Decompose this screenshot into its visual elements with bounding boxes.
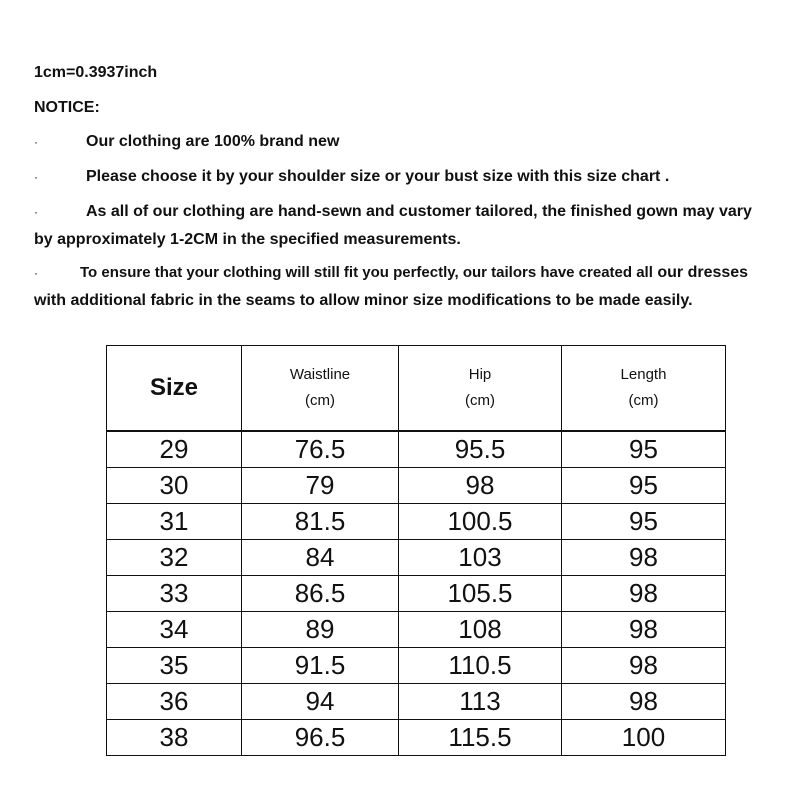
cell-waist: 94	[242, 684, 399, 720]
cell-waist: 86.5	[242, 576, 399, 612]
notice-line-3	[34, 198, 774, 254]
header-length-unit: (cm)	[628, 392, 659, 409]
cell-length: 98	[562, 612, 726, 648]
cell-hip: 98	[399, 468, 562, 504]
cell-hip: 105.5	[399, 576, 562, 612]
header-size: Size	[107, 346, 242, 432]
cell-hip: 110.5	[399, 648, 562, 684]
header-hip-label: Hip	[468, 366, 492, 383]
cell-hip: 113	[399, 684, 562, 720]
header-length-label: Length	[620, 366, 667, 383]
cell-size: 38	[107, 720, 242, 756]
notice-line-1	[34, 128, 774, 156]
cell-hip: 115.5	[399, 720, 562, 756]
cell-waist: 79	[242, 468, 399, 504]
bullet-3: ·	[34, 205, 38, 219]
cell-waist: 96.5	[242, 720, 399, 756]
cell-size: 36	[107, 684, 242, 720]
cell-size: 33	[107, 576, 242, 612]
table-row	[107, 648, 726, 684]
cell-length: 95	[562, 468, 726, 504]
cell-size: 31	[107, 504, 242, 540]
cell-length: 98	[562, 684, 726, 720]
cell-length: 95	[562, 504, 726, 540]
bullet-4: ·	[34, 266, 38, 280]
notice-line-4b-text: our dresses with additional fabric in the seams to allow minor size modifications to be made easily.	[34, 264, 749, 309]
cell-size: 29	[107, 431, 242, 468]
table-row	[107, 504, 726, 540]
notice-line-2	[34, 163, 774, 191]
notice-title: NOTICE:	[34, 99, 100, 116]
cell-size: 32	[107, 540, 242, 576]
notice-line-3-text: As all of our clothing are hand-sewn and customer tailored, the finished gown may vary by approximately 1-2CM in the specified measurements.	[34, 203, 752, 248]
bullet-2: ·	[34, 170, 38, 184]
size-chart-table	[106, 345, 726, 756]
header-hip	[399, 346, 562, 432]
cell-size: 30	[107, 468, 242, 504]
table-row	[107, 684, 726, 720]
header-length	[562, 346, 726, 432]
cell-hip: 95.5	[399, 431, 562, 468]
cell-hip: 100.5	[399, 504, 562, 540]
header-waistline-unit: (cm)	[305, 392, 335, 409]
table-row	[107, 612, 726, 648]
unit-conversion: 1cm=0.3937inch	[34, 64, 158, 81]
table-row	[107, 468, 726, 504]
cell-waist: 84	[242, 540, 399, 576]
cell-length: 95	[562, 431, 726, 468]
notice-line-1-text: Our clothing are 100% brand new	[86, 133, 340, 150]
table-row	[107, 576, 726, 612]
cell-waist: 91.5	[242, 648, 399, 684]
cell-length: 98	[562, 540, 726, 576]
cell-hip: 108	[399, 612, 562, 648]
cell-length: 98	[562, 576, 726, 612]
cell-length: 98	[562, 648, 726, 684]
cell-waist: 81.5	[242, 504, 399, 540]
notice-line-4	[34, 259, 774, 315]
table-row	[107, 720, 726, 756]
header-waistline	[242, 346, 399, 432]
cell-size: 34	[107, 612, 242, 648]
cell-waist: 76.5	[242, 431, 399, 468]
table-header-row	[107, 346, 726, 432]
cell-size: 35	[107, 648, 242, 684]
cell-waist: 89	[242, 612, 399, 648]
notice-line-2-text: Please choose it by your shoulder size or your bust size with this size chart .	[86, 168, 670, 185]
notice-line-4a-text: To ensure that your clothing will still fit you perfectly, our tailors have created all	[80, 264, 653, 281]
cell-length: 100	[562, 720, 726, 756]
header-hip-unit: (cm)	[465, 392, 495, 409]
bullet-1: ·	[34, 135, 38, 149]
table-row	[107, 540, 726, 576]
cell-hip: 103	[399, 540, 562, 576]
header-waistline-label: Waistline	[289, 366, 351, 383]
table-row	[107, 431, 726, 468]
